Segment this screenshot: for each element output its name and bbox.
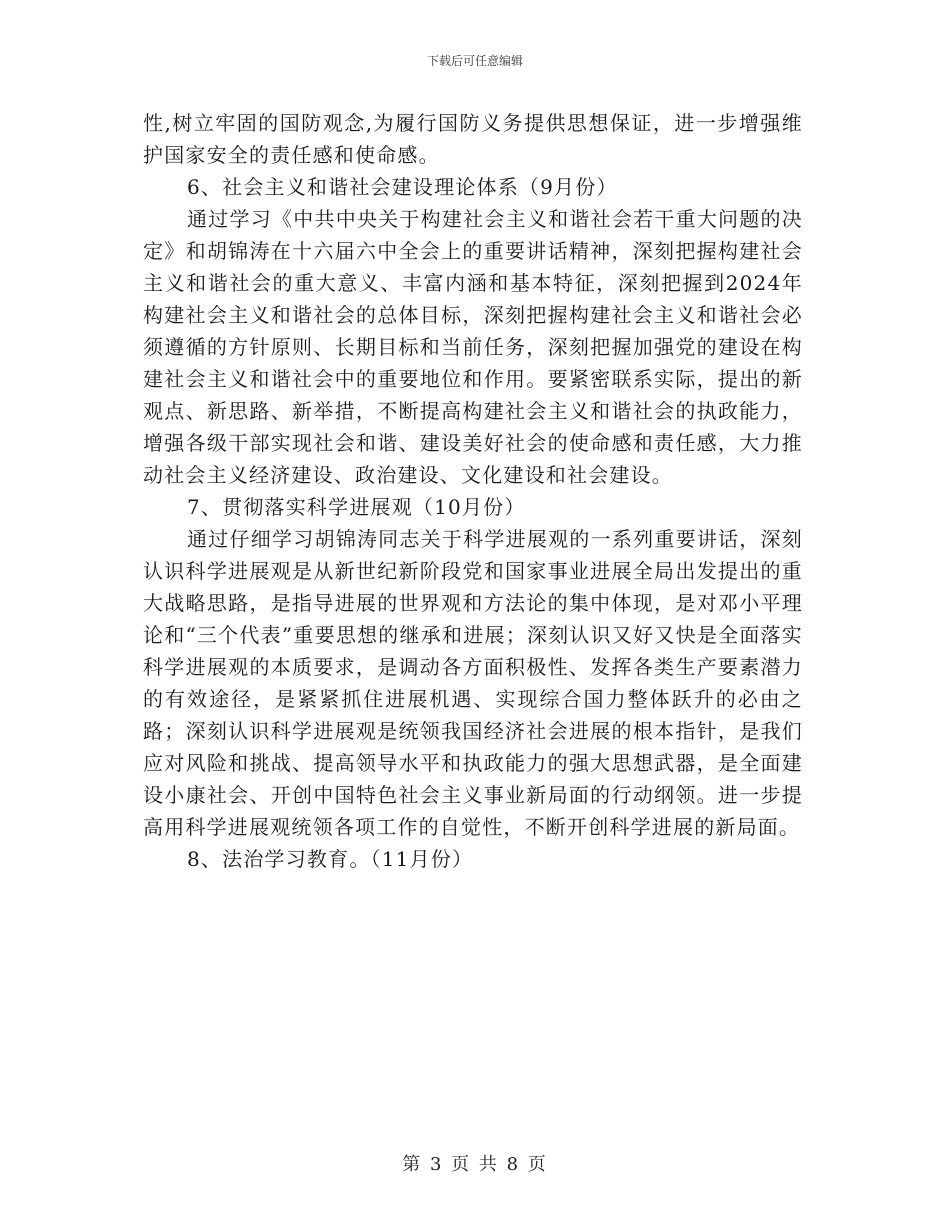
- page-header: 下载后可任意编辑: [426, 54, 523, 68]
- section-heading-7: 7、贯彻落实科学进展观（10月份）: [187, 495, 526, 519]
- paragraph-scientific-development: 通过仔细学习胡锦涛同志关于科学进展观的一系列重要讲话，深刻认识科学进展观是从新世纪新阶段党和国家事业进展全局出发提出的重大战略思路，是指导进展的世界观和方法论的集中体现，是对邓小平理论和“三个代表”重要思想的继承和进展；深刻认识又好又快是全面落实科学进展观的本质要求，是调动各方面积极性、发挥各类生产要素潜力的有效途径，是紧紧抓住进展机遇、实现综合国力整体跃升的必由之路；深刻认识科学进展观是统领我国经济社会进展的根本指针，是我们应对风险和挑战、提高领导水平和执政能力的强大思想武器，是全面建设小康社会、开创中国特色社会主义事业新局面的行动纲领。进一步提高用科学进展观统领各项工作的自觉性，不断开创科学进展的新局面。: [143, 527, 803, 839]
- paragraph-continuation: 性,树立牢固的国防观念,为履行国防义务提供思想保证，进一步增强维护国家安全的责任感和使命感。: [143, 111, 803, 167]
- page-footer: 第 3 页 共 8 页: [402, 1154, 548, 1175]
- document-body: [143, 107, 803, 875]
- section-heading-8: 8、法治学习教育。（11月份）: [187, 847, 474, 871]
- paragraph-harmonious-society: 通过学习《中共中央关于构建社会主义和谐社会若干重大问题的决定》和胡锦涛在十六届六中全会上的重要讲话精神，深刻把握构建社会主义和谐社会的重大意义、丰富内涵和基本特征，深刻把握到2024年构建社会主义和谐社会的总体目标，深刻把握构建社会主义和谐社会必须遵循的方针原则、长期目标和当前任务，深刻把握加强党的建设在构建社会主义和谐社会中的重要地位和作用。要紧密联系实际，提出的新观点、新思路、新举措，不断提高构建社会主义和谐社会的执政能力，增强各级干部实现社会和谐、建设美好社会的使命感和责任感，大力推动社会主义经济建设、政治建设、文化建设和社会建设。: [143, 207, 803, 487]
- section-heading-6: 6、社会主义和谐社会建设理论体系（9月份）: [187, 175, 618, 199]
